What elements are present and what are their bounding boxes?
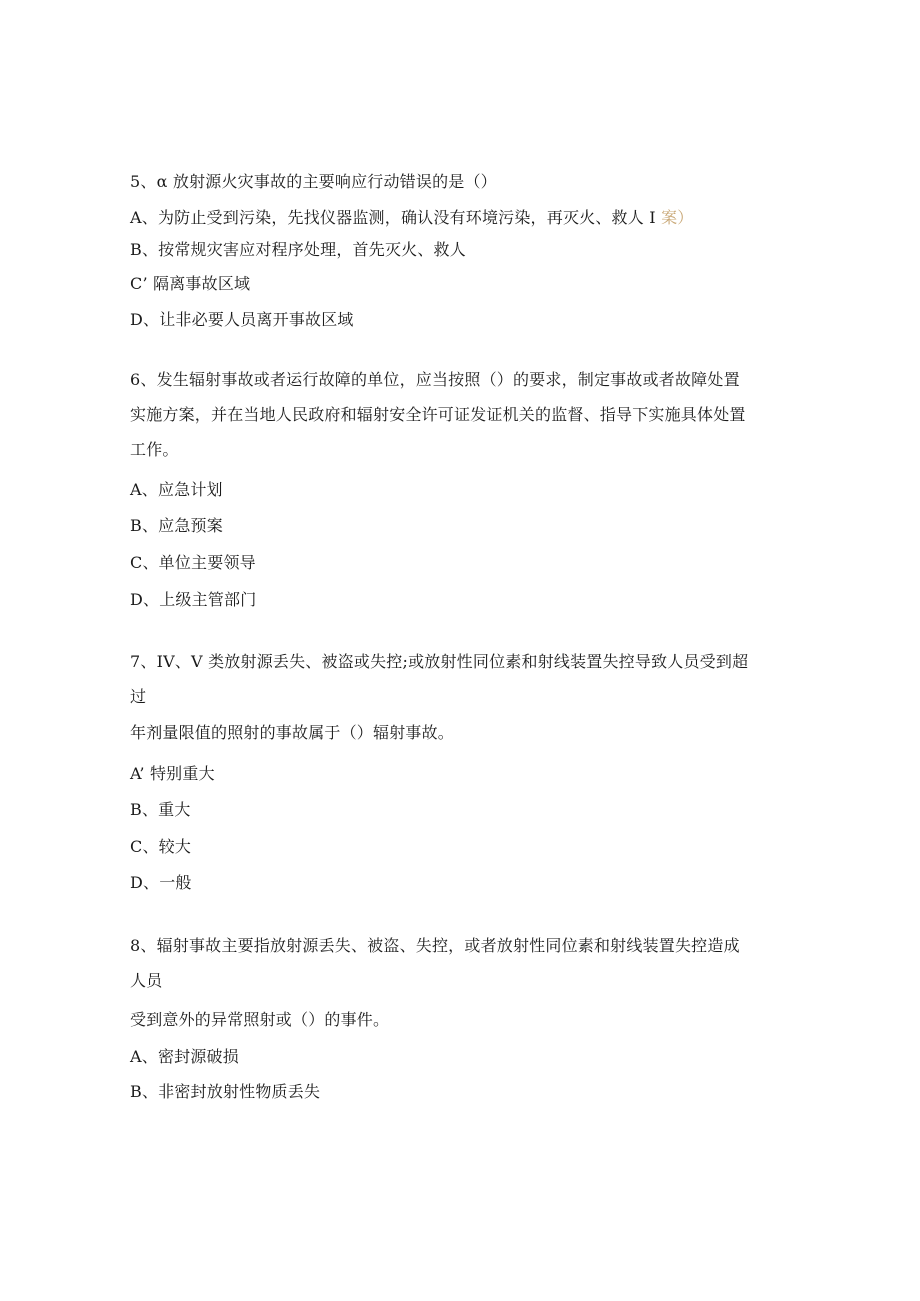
question-6-option-a: A、应急计划 — [130, 480, 223, 499]
question-6-stem-line-1: 6、发生辐射事故或者运行故障的单位，应当按照（）的要求，制定事故或者故障处置 — [130, 370, 740, 389]
question-5-option-c: C’ 隔离事故区域 — [130, 274, 251, 293]
question-6-stem-line-3: 工作。 — [130, 440, 179, 459]
question-5-option-a — [130, 208, 693, 228]
question-5-option-b: B、按常规灾害应对程序处理，首先灭火、救人 — [130, 240, 466, 259]
question-8-stem-line-2: 人员 — [130, 971, 163, 990]
option-text: A、为防止受到污染，先找仪器监测，确认没有环境污染，再灭火、救人 I — [130, 208, 662, 227]
question-8-stem-line-3: 受到意外的异常照射或（）的事件。 — [130, 1010, 390, 1029]
question-5-option-d: D、让非必要人员离开事故区域 — [130, 310, 354, 329]
question-8-option-b: B、非密封放射性物质丢失 — [130, 1082, 321, 1101]
question-8-stem-line-1: 8、辐射事故主要指放射源丢失、被盗、失控，或者放射性同位素和射线装置失控造成 — [130, 936, 740, 955]
question-7-option-d: D、一般 — [130, 873, 192, 892]
question-7-option-b: B、重大 — [130, 800, 191, 819]
question-7-stem-line-1: 7、IV、V 类放射源丢失、被盗或失控;或放射性同位素和射线装置失控导致人员受到超 — [130, 652, 749, 671]
answer-mark: 案） — [661, 208, 694, 227]
question-6-option-b: B、应急预案 — [130, 516, 223, 535]
question-6-option-c: C、单位主要领导 — [130, 553, 256, 572]
question-6-option-d: D、上级主管部门 — [130, 590, 257, 609]
question-7-option-c: C、较大 — [130, 837, 192, 856]
question-5-stem: 5、α 放射源火灾事故的主要响应行动错误的是（） — [130, 172, 497, 191]
question-7-stem-line-3: 年剂量限值的照射的事故属于（）辐射事故。 — [130, 723, 455, 742]
question-8-option-a: A、密封源破损 — [130, 1047, 239, 1066]
question-6-stem-line-2: 实施方案，并在当地人民政府和辐射安全许可证发证机关的监督、指导下实施具体处置 — [130, 405, 746, 424]
question-7-stem-line-2: 过 — [130, 687, 147, 706]
question-7-option-a: A’ 特别重大 — [130, 764, 215, 783]
